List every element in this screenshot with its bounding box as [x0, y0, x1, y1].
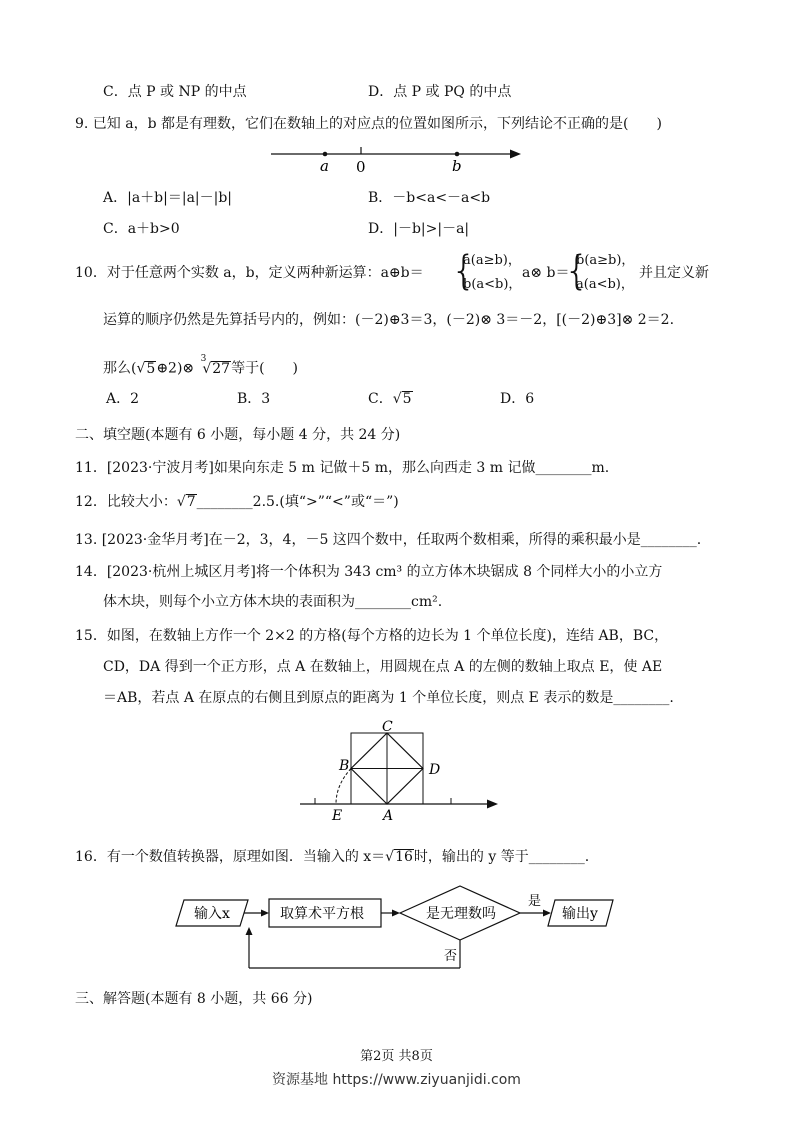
q9-option-a: A．|a＋b|＝|a|－|b| [103, 190, 233, 206]
q16-flowchart [170, 880, 620, 975]
q16-prefix: 16．有一个数值转换器，原理如图．当输入的 x＝ [75, 849, 386, 865]
q10-option-b: B．3 [237, 391, 271, 407]
flow-process-label: 取算术平方根 [280, 906, 364, 922]
q15-label-b: B [339, 758, 350, 774]
flow-output-label: 输出y [562, 906, 598, 922]
q16 [75, 848, 589, 866]
q11: 11．[2023·宁波月考]如果向东走 5 m 记做＋5 m，那么向西走 3 m 记做________m. [75, 460, 610, 476]
section2-heading: 二、填空题(本题有 6 小题，每小题 4 分，共 24 分) [75, 427, 401, 443]
q15-line3: ＝AB，若点 A 在原点的右侧且到原点的距离为 1 个单位长度，则点 E 表示的数是________. [103, 690, 674, 706]
flow-decision-label: 是无理数吗 [426, 906, 496, 922]
q10-tail: 并且定义新 [639, 265, 709, 281]
q12 [75, 493, 399, 511]
q10-plus-case1: a(a≥b)， [463, 253, 521, 268]
q10-brace-plus: { [451, 248, 477, 294]
watermark-link[interactable]: 资源基地 https://www.ziyuanjidi.com [272, 1072, 521, 1088]
q9-label-zero: 0 [356, 158, 366, 176]
q10-line3 [103, 356, 298, 378]
q12-suffix: ________2.5.(填“>”“<”或“＝”) [196, 494, 399, 510]
q10-plus-case2: b(a<b)， [463, 277, 522, 292]
flow-no-label: 否 [444, 949, 458, 964]
q8-option-d: D．点 P 或 PQ 的中点 [368, 84, 512, 100]
q10-option-a: A．2 [106, 391, 140, 407]
q10-times-case1: b(a≥b)， [576, 253, 635, 268]
q10-option-c-prefix: C． [368, 391, 393, 407]
flow-input-label: 输入x [194, 906, 230, 922]
q10-option-c [368, 390, 413, 408]
q9-stem: 9. 已知 a，b 都是有理数，它们在数轴上的对应点的位置如图所示，下列结论不正确的是( ) [75, 116, 662, 132]
sqrt-sign-icon: √ [136, 360, 146, 377]
q10-times-case2: a(a<b)， [576, 277, 634, 292]
q9-option-c: C．a＋b>0 [103, 221, 180, 237]
q9-number-line [265, 142, 525, 176]
section3-heading: 三、解答题(本题有 8 小题，共 66 分) [75, 991, 313, 1007]
q12-prefix: 12．比较大小： [75, 494, 177, 510]
q13: 13. [2023·金华月考]在－2，3，4，－5 这四个数中，任取两个数相乘，所得的乘积最小是________. [75, 532, 702, 548]
q15-label-d: D [429, 762, 441, 778]
q10-brace-times: { [564, 248, 590, 294]
q8-option-c: C．点 P 或 NP 的中点 [103, 84, 247, 100]
sqrt-sign-icon: √ [176, 494, 186, 510]
q15-axis-arrow [487, 800, 498, 809]
q10-option-c-sqrt5: 5 [402, 391, 412, 407]
q9-axis-arrow [510, 150, 521, 159]
q10-line3-c: 等于( ) [231, 360, 299, 377]
q9-label-a: a [320, 157, 329, 175]
q10-cuberoot-index: 3 [200, 354, 207, 364]
q10-line2: 运算的顺序仍然是先算括号内的，例如：(－2)⊕3＝3，(－2)⊗ 3＝－2，[(－2)⊕3]⊗ 2＝2. [103, 312, 675, 328]
q15-label-c: C [382, 719, 393, 735]
q9-point-a [323, 152, 328, 157]
q9-option-d: D．|－b|>|－a| [368, 221, 470, 237]
q16-suffix: 时，输出的 y 等于________. [413, 849, 590, 865]
q10-line3-a: 那么( [103, 360, 137, 377]
q15-line1: 15．如图，在数轴上方作一个 2×2 的方格(每个方格的边长为 1 个单位长度)，连结 AB，BC， [75, 628, 669, 644]
q15-label-a: A [383, 808, 394, 824]
q14-line2: 体木块，则每个小立方体木块的表面积为________cm². [103, 594, 443, 610]
q9-point-b [455, 152, 460, 157]
q12-sqrt7: 7 [186, 494, 196, 510]
q10-lead: 10．对于任意两个实数 a，b，定义两种新运算：a⊕b＝ [75, 265, 424, 281]
sqrt-sign-icon: √ [392, 391, 402, 407]
q10-cuberoot27: 27 [212, 360, 231, 377]
q10-option-d: D．6 [500, 391, 535, 407]
page-footer: 第2页 共8页 [360, 1049, 433, 1064]
flow-arrow-no [246, 927, 253, 935]
q10-times-lead: a⊗ b＝ [522, 265, 570, 281]
q15-line2: CD，DA 得到一个正方形，点 A 在数轴上，用圆规在点 A 的左侧的数轴上取点 E，使 AE [103, 659, 663, 675]
q15-figure [290, 718, 505, 828]
q10-line3-b: ⊕2)⊗ [156, 360, 195, 377]
q9-option-b: B．－b<a<－a<b [368, 190, 491, 206]
flow-arrow-1 [261, 910, 269, 917]
q10-sqrt5: 5 [146, 360, 156, 377]
flow-arrow-yes [543, 910, 551, 917]
cuberoot-sign-icon: √ [202, 360, 212, 377]
q16-sqrt16: 16 [395, 849, 413, 865]
q9-label-b: b [452, 157, 462, 175]
flow-yes-label: 是 [528, 894, 542, 909]
sqrt-sign-icon: √ [385, 849, 395, 865]
q14-line1: 14．[2023·杭州上城区月考]将一个体积为 343 cm³ 的立方体木块锯成 8 个同样大小的小立方 [75, 564, 663, 580]
q15-label-e: E [332, 808, 343, 824]
